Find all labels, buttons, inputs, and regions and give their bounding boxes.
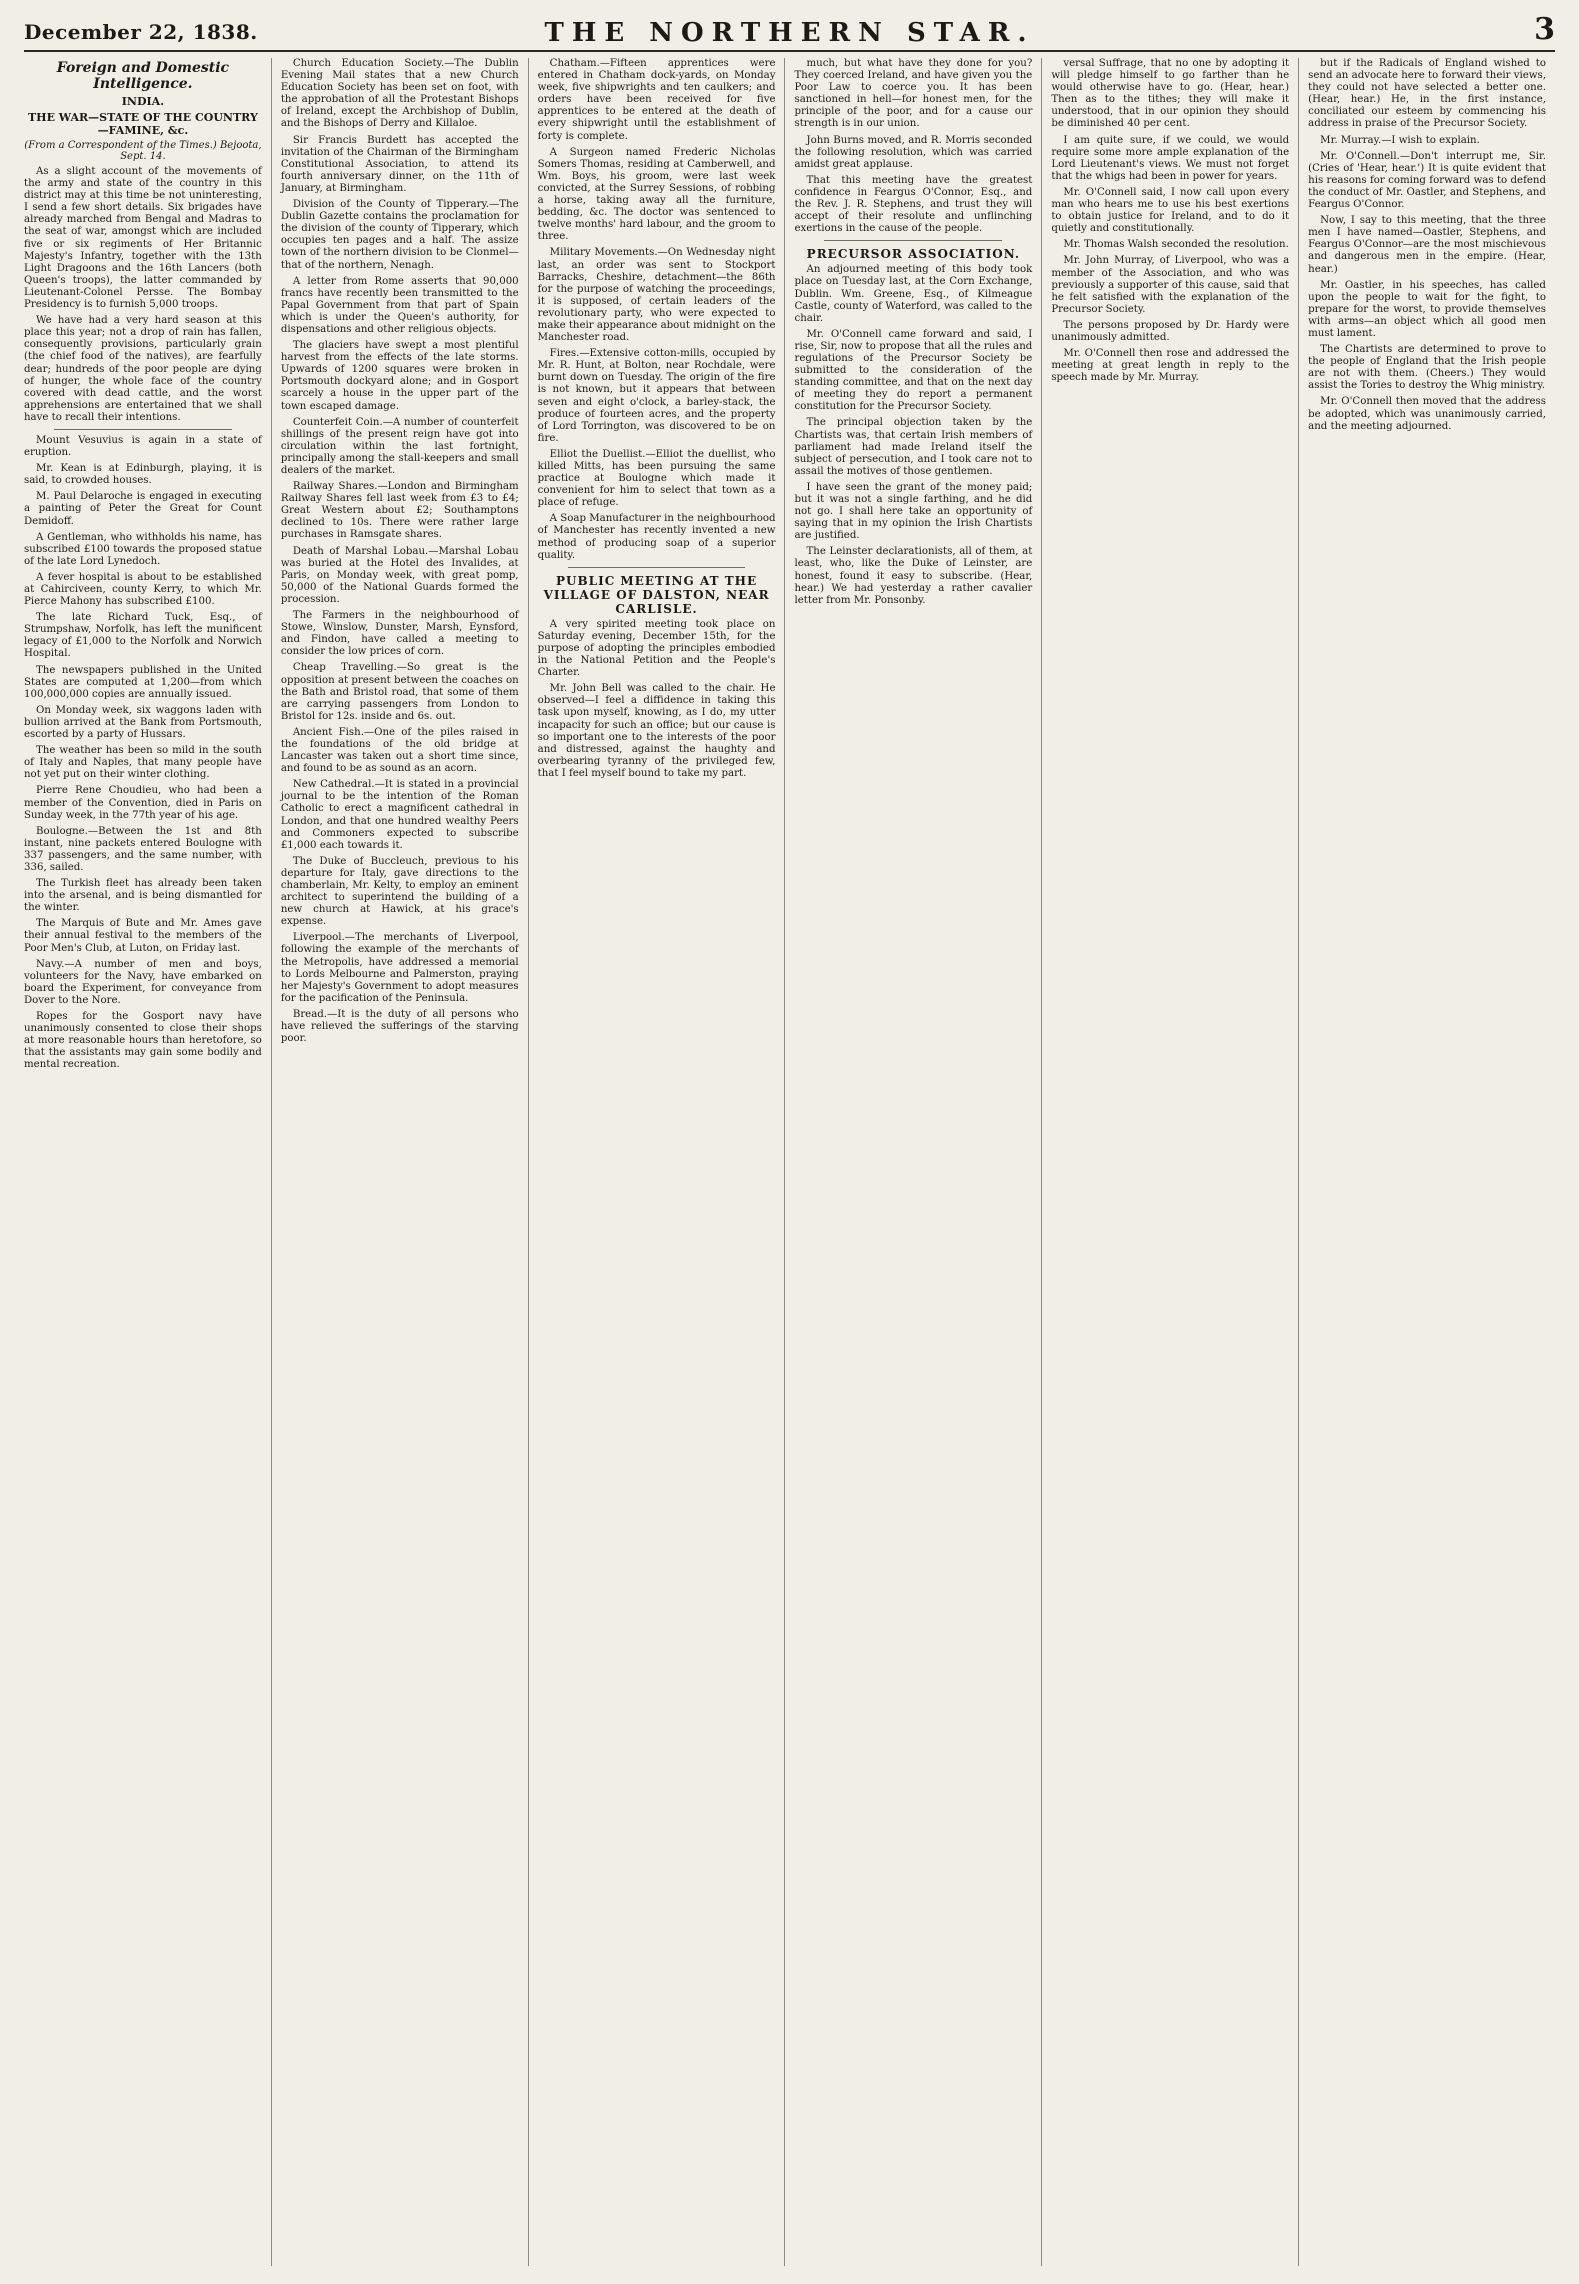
paragraph: A Gentleman, who withholds his name, has subscribed £100 towards the proposed statue of the late Lord Lynedoch. (24, 531, 262, 567)
paragraph: That this meeting have the greatest confidence in Feargus O'Connor, Esq., and the Rev. J. R. Stephens, and trust they will accept of their resolute and unflinching exertions in the cause of the people. (794, 174, 1033, 235)
paragraph: The persons proposed by Dr. Hardy were unanimously admitted. (1051, 319, 1290, 343)
paragraph: Counterfeit Coin.—A number of counterfeit shillings of the present reign have got into circulation within the last fortnight, principally among the stall-keepers and small dealers of the market. (280, 416, 519, 476)
paragraph: Bread.—It is the duty of all persons who have relieved the sufferings of the starving poor. (280, 1008, 519, 1045)
paragraph: The newspapers published in the United States are computed at 1,200—from which 100,000,000 copies are annually issued. (24, 664, 262, 700)
paragraph: We have had a very hard season at this place this year; not a drop of rain has fallen, consequently provisions, particularly grain (the chief food of the natives), are fearfully dear; hundreds of the poor people are dying of hunger, the whole face of the country covered with dead cattle, and the worst apprehensions are entertained that we shall have to recall their intentions. (24, 315, 262, 423)
column-2 (271, 58, 528, 2266)
paragraph: Mr. O'Connell came forward and said, I rise, Sir, now to propose that all the rules and regulations of the Precursor Society be submitted to the consideration of the standing committee, and that on the next day of meeting they do report a permanent constitution for the Precursor Society. (794, 328, 1033, 413)
paragraph: Mr. Thomas Walsh seconded the resolution. (1063, 239, 1289, 251)
column-3 (528, 58, 785, 2266)
paragraph: As a slight account of the movements of the army and state of the country in this district may at this time be not uninteresting, I send a few short details. Six brigades have already marched from Bengal and Madras to the seat of war, amongst which are included five or six regiments of Her Britannic Majesty's Infantry, together with the 13th Light Dragoons and the 16th Lancers (both Queen's troops), the latter commanded by Lieutenant-Colonel Persse. The Bombay Presidency is to furnish 5,000 troops. (24, 166, 262, 311)
masthead (24, 12, 1555, 52)
paragraph: Ancient Fish.—One of the piles raised in the foundations of the old bridge at Lancaster was taken out a short time since, and found to be as sound as an acorn. (280, 726, 519, 775)
paragraph: Railway Shares.—London and Birmingham Railway Shares fell last week from £3 to £4; Great Western about £2; Southamptons declined to 10s. There were rather large purchases in Ramsgate shares. (280, 481, 519, 541)
paragraph: Boulogne.—Between the 1st and 8th instant, nine packets entered Boulogne with 337 passengers, and the same number, with 336, sailed. (24, 825, 262, 873)
paragraph: The glaciers have swept a most plentiful harvest from the effects of the late storms. Upwards of 1200 squares were broken in Portsmouth dockyard alone; and in Gosport scarcely a house in the upper part of the town escaped damage. (280, 340, 519, 412)
divider (568, 567, 746, 568)
paragraph: The Farmers in the neighbourhood of Stowe, Winslow, Dunster, Marsh, Eynsford, and Findon, have called a meeting to consider the low prices of corn. (280, 610, 519, 658)
paragraph: Pierre Rene Choudieu, who had been a member of the Convention, died in Paris on Sunday week, in the 77th year of his age. (24, 785, 262, 821)
article-byline: (From a Correspondent of the Times.) Bejoota, Sept. 14. (24, 140, 262, 162)
paragraph: On Monday week, six waggons laden with bullion arrived at the Bank from Portsmouth, escorted by a party of Hussars. (24, 704, 262, 741)
paragraph: The Turkish fleet has already been taken into the arsenal, and is being dismantled for the winter. (24, 878, 262, 914)
paragraph: Chatham.—Fifteen apprentices were entered in Chatham dock-yards, on Monday week, five shipwrights and ten caulkers; and orders have been received for five apprentices to be entered at the death of every shipwright until the establishment of forty is complete. (537, 58, 776, 142)
column-6 (1298, 58, 1555, 2266)
paragraph: Division of the County of Tipperary.—The Dublin Gazette contains the proclamation for the division of the county of Tipperary, which occupies ten pages and a half. The assize town of the northern division to be Clonmel—that of the northern, Nenagh. (280, 199, 519, 271)
paragraph: The Marquis of Bute and Mr. Ames gave their annual festival to the members of the Poor Men's Club, at Luton, on Friday last. (24, 918, 262, 954)
paragraph: Military Movements.—On Wednesday night last, an order was sent to Stockport Barracks, Cheshire, detachment—the 86th for the purpose of watching the proceedings, it is supposed, of certain leaders of the revolutionary party, who were expected to make their appearance about midnight on the Manchester road. (537, 247, 776, 344)
paragraph: Sir Francis Burdett has accepted the invitation of the Chairman of the Birmingham Constitutional Association, to attend its fourth anniversary dinner, on the 11th of January, at Birmingham. (280, 134, 519, 194)
paragraph: The principal objection taken by the Chartists was, that certain Irish members of parliament had made Ireland itself the subject of persecution, and I took care not to assail the motives of those gentlemen. (794, 417, 1033, 477)
paragraph: Mr. O'Connell said, I now call upon every man who hears me to use his best exertions to obtain justice for Ireland, and to do it quietly and constitutionally. (1051, 186, 1290, 235)
paragraph: Mr. Murray.—I wish to explain. (1320, 134, 1480, 146)
paragraph: A letter from Rome asserts that 90,000 francs have recently been transmitted to the Papal Government from that part of Spain which is under the Queen's authority, for dispensations and other religious objects. (280, 275, 519, 335)
paragraph: Mount Vesuvius is again in a state of eruption. (24, 434, 262, 459)
divider (824, 240, 1002, 241)
paragraph: Navy.—A number of men and boys, volunteers for the Navy, have embarked on board the Experiment, for conveyance from Dover to the Nore. (24, 958, 262, 1006)
paragraph: Mr. John Bell was called to the chair. He observed—I feel a diffidence in taking this task upon myself, knowing, as I do, my utter incapacity for such an office; but our cause is so important one to the interests of the poor and distressed, against the haughty and overbearing tyranny of the privileged few, that I feel myself bound to take my part. (537, 683, 776, 779)
paragraph: New Cathedral.—It is stated in a provincial journal to be the intention of the Roman Catholic to erect a magnificent cathedral in London, and that one hundred wealthy Peers and Commoners expected to subscribe £1,000 each towards it. (280, 779, 519, 851)
column-1 (24, 58, 271, 2266)
paragraph: Mr. O'Connell.—Don't interrupt me, Sir. (Cries of 'Hear, hear.') It is quite evident that his reasons for coming forward was to defend the conduct of Mr. Oastler, and Stephens, and Feargus O'Connor. (1308, 150, 1546, 211)
paragraph: Ropes for the Gosport navy have unanimously consented to close their shops at more reasonable hours than heretofore, so that the assistants may gain some bodily and mental recreation. (24, 1011, 262, 1071)
paragraph: Cheap Travelling.—So great is the opposition at present between the coaches on the Bath and Bristol road, that some of them are carrying passengers from London to Bristol for 12s. inside and 6s. out. (280, 662, 519, 722)
paragraph: John Burns moved, and R. Morris seconded the following resolution, which was carried amidst great applause. (794, 134, 1033, 170)
columns (24, 58, 1555, 2266)
paragraph: I have seen the grant of the money paid; but it was not a single farthing, and he did not go. I shall here take an opportunity of saying that in my opinion the Irish Chartists are justified. (794, 481, 1033, 542)
section-subhead: INDIA. (121, 95, 165, 108)
paragraph: I am quite sure, if we could, we would require some more ample explanation of the Lord Lieutenant's views. We must not forget that the whigs had been in power for years. (1051, 134, 1290, 182)
paragraph: M. Paul Delaroche is engaged in executing a painting of Peter the Great for Count Demidoff. (24, 491, 262, 527)
paragraph: A Soap Manufacturer in the neighbourhood of Manchester has recently invented a new method of producing soap of a superior quality. (537, 513, 776, 561)
paragraph: but if the Radicals of England wished to send an advocate here to forward their views, they could not have selected a better one. (Hear, hear.) He, in the first instance, conciliated our esteem by commencing his address in praise of the Precursor Society. (1308, 58, 1546, 130)
paragraph: Mr. Oastler, in his speeches, has called upon the people to wait for the fight, to prepare for the worst, to provide themselves with arms—an object which all good men must lament. (1308, 279, 1546, 339)
paragraph: The Leinster declarationists, all of them, at least, who, like the Duke of Leinster, are honest, found it easy to subscribe. (Hear, hear.) We had yesterday a rather cavalier letter from Mr. Ponsonby. (794, 546, 1033, 606)
section-heading: Foreign and Domestic Intelligence. (56, 60, 230, 92)
article-heading: PUBLIC MEETING AT THE VILLAGE OF DALSTON, NEAR CARLISLE. (543, 573, 770, 616)
newspaper-title: THE NORTHERN STAR. (544, 18, 1035, 48)
paragraph: Mr. John Murray, of Liverpool, who was a member of the Association, and who was previously a supporter of this cause, said that he felt satisfied with the explanation of the Precursor Society. (1051, 255, 1290, 315)
page-number: 3 (1534, 12, 1555, 47)
paragraph: much, but what have they done for you? They coerced Ireland, and have given you the Poor Law to coerce you. It has been sanctioned in hell—for honest men, for the principle of the poor, and for a cause our strength is in our union. (794, 58, 1033, 130)
paragraph: The late Richard Tuck, Esq., of Strumpshaw, Norfolk, has left the munificent legacy of £1,000 to the Norfolk and Norwich Hospital. (24, 612, 262, 660)
paragraph: A very spirited meeting took place on Saturday evening, December 15th, for the purpose of adopting the principles embodied in the National Petition and the People's Charter. (537, 618, 776, 679)
column-4 (784, 58, 1041, 2266)
paragraph: Elliot the Duellist.—Elliot the duellist, who killed Mitts, has been pursuing the same practice at Boulogne which made it convenient for him to select that town as a place of refuge. (537, 448, 776, 509)
paragraph: Mr. Kean is at Edinburgh, playing, it is said, to crowded houses. (24, 463, 262, 487)
article-title: THE WAR—STATE OF THE COUNTRY—FAMINE, &c. (28, 111, 258, 137)
paragraph: An adjourned meeting of this body took place on Tuesday last, at the Corn Exchange, Dublin. Wm. Greene, Esq., of Kilmeague Castle, county of Waterford, was called to the chair. (794, 264, 1033, 324)
article-heading: PRECURSOR ASSOCIATION. (806, 247, 1021, 262)
paragraph: The Chartists are determined to prove to the people of England that the Irish people are not with them. (Cheers.) They would assist the Tories to destroy the Whig ministry. (1308, 344, 1546, 392)
paragraph: Mr. O'Connell then rose and addressed the meeting at great length in reply to the speech made by Mr. Murray. (1051, 348, 1290, 384)
column-5 (1041, 58, 1298, 2266)
paragraph: A fever hospital is about to be established at Cahirciveen, county Kerry, to which Mr. Pierce Mahony has subscribed £100. (24, 571, 262, 608)
paragraph: Fires.—Extensive cotton-mills, occupied by Mr. R. Hunt, at Bolton, near Rochdale, were burnt down on Tuesday. The origin of the fire is not known, but it appears that between seven and eight o'clock, a barley-stack, the produce of fourteen acres, and the property of Lord Torrington, was discovered to be on fire. (537, 348, 776, 444)
paragraph: A Surgeon named Frederic Nicholas Somers Thomas, residing at Camberwell, and Wm. Boys, his groom, were last week convicted, at the Surrey Sessions, of robbing a horse, taking away all the furniture, bedding, &c. The doctor was sentenced to twelve months' hard labour, and the groom to three. (537, 146, 776, 243)
paragraph: Death of Marshal Lobau.—Marshal Lobau was buried at the Hotel des Invalides, at Paris, on Monday week, with great pomp, 50,000 of the National Guards formed the procession. (280, 545, 519, 605)
paragraph: Liverpool.—The merchants of Liverpool, following the example of the merchants of the Metropolis, have addressed a memorial to Lords Melbourne and Palmerston, praying her Majesty's Government to adopt measures for the pacification of the Peninsula. (280, 932, 519, 1004)
paragraph: Mr. O'Connell then moved that the address be adopted, which was unanimously carried, and the meeting adjourned. (1308, 396, 1546, 432)
paragraph: Church Education Society.—The Dublin Evening Mail states that a new Church Education Society has been set on foot, with the approbation of all the Protestant Bishops of Ireland, except the Archbishop of Dublin, and the Bishops of Derry and Killaloe. (280, 58, 519, 130)
divider (54, 429, 232, 430)
issue-date: December 22, 1838. (24, 20, 258, 44)
paragraph: Now, I say to this meeting, that the three men I have named—Oastler, Stephens, and Feargus O'Connor—are the most mischievous and dangerous men in the empire. (Hear, hear.) (1308, 215, 1546, 275)
paragraph: The Duke of Buccleuch, previous to his departure for Italy, gave directions to the chamberlain, Mr. Kelty, to employ an eminent architect to superintend the building of a new church at Hawick, at his grace's expense. (280, 855, 519, 928)
paragraph: The weather has been so mild in the south of Italy and Naples, that many people have not yet put on their winter clothing. (24, 745, 262, 781)
paragraph: versal Suffrage, that no one by adopting it will pledge himself to go farther than he would otherwise have to go. (Hear, hear.) Then as to the tithes; they will make it understood, that in our opinion they should be diminished 40 per cent. (1051, 58, 1290, 130)
